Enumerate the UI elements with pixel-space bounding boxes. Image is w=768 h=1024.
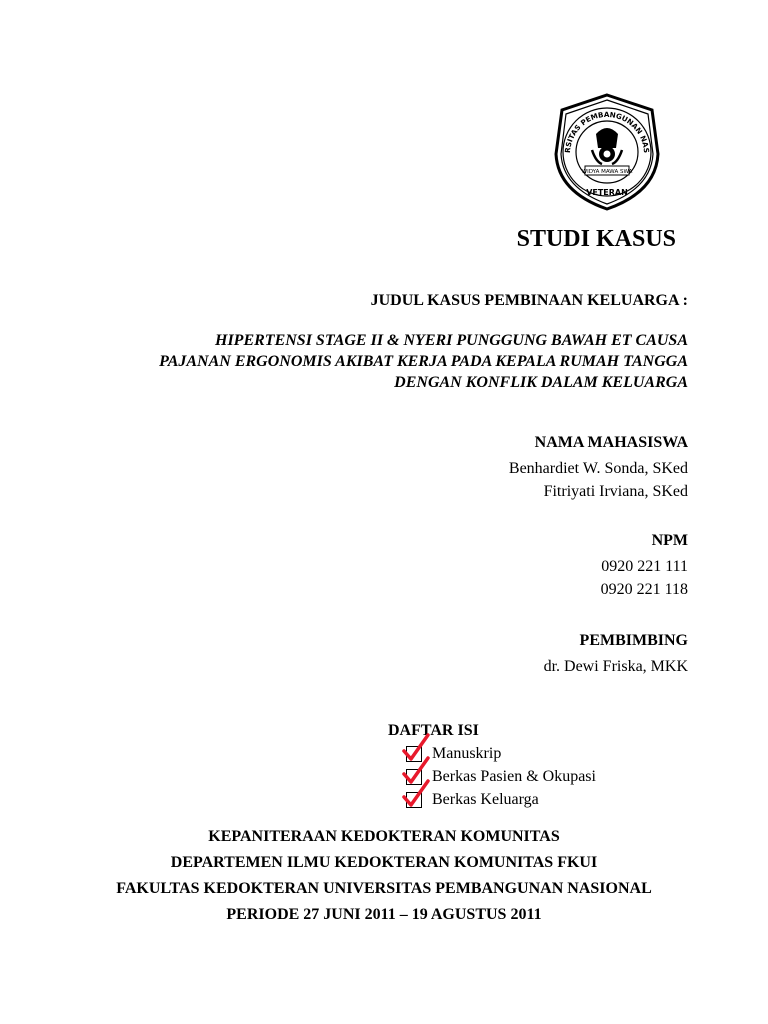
case-title-line: HIPERTENSI STAGE II & NYERI PUNGGUNG BAWAH ET CAUSA — [215, 332, 688, 349]
institution-footer — [0, 824, 768, 928]
npm-value: 0920 221 111 — [601, 558, 688, 575]
judul-label: JUDUL KASUS PEMBINAAN KELUARGA : — [370, 292, 688, 309]
checkbox-icon — [406, 792, 422, 808]
case-title-line: DENGAN KONFLIK DALAM KELUARGA — [394, 374, 688, 391]
toc-heading: DAFTAR ISI — [388, 722, 479, 739]
case-title-line: PAJANAN ERGONOMIS AKIBAT KERJA PADA KEPALA RUMAH TANGGA — [159, 353, 688, 370]
pembimbing-name: dr. Dewi Friska, MKK — [543, 658, 688, 675]
footer-line: KEPANITERAAN KEDOKTERAN KOMUNITAS — [208, 828, 560, 845]
table-of-contents — [388, 722, 596, 811]
toc-item-label: Berkas Keluarga — [432, 790, 539, 808]
student-name: Fitriyati Irviana, SKed — [543, 483, 688, 500]
npm-label: NPM — [651, 532, 688, 549]
nama-label: NAMA MAHASISWA — [534, 434, 688, 451]
document-title: STUDI KASUS — [516, 226, 676, 252]
toc-item-label: Berkas Pasien & Okupasi — [432, 767, 596, 785]
toc-item — [388, 788, 596, 811]
pembimbing-label: PEMBIMBING — [579, 632, 688, 649]
student-name: Benhardiet W. Sonda, SKed — [508, 460, 688, 477]
npm-value: 0920 221 118 — [600, 581, 688, 598]
university-seal — [552, 92, 662, 212]
footer-line: DEPARTEMEN ILMU KEDOKTERAN KOMUNITAS FKUI — [170, 854, 598, 871]
footer-line: PERIODE 27 JUNI 2011 – 19 AGUSTUS 2011 — [226, 906, 542, 923]
toc-item-label: Manuskrip — [432, 744, 502, 762]
pembimbing-values — [544, 655, 688, 678]
footer-line: FAKULTAS KEDOKTERAN UNIVERSITAS PEMBANGUNAN NASIONAL — [116, 880, 652, 897]
case-title — [159, 330, 688, 393]
seal-ribbon-text: WIDYA MAWA SWA — [581, 169, 633, 175]
seal-bottom-text: VETERAN — [586, 188, 628, 197]
red-checkmark-icon — [401, 779, 431, 809]
npm-values — [601, 555, 688, 601]
seal-ring-text: RSITAS PEMBANGUNAN NAS — [562, 109, 652, 154]
student-names — [509, 457, 688, 503]
